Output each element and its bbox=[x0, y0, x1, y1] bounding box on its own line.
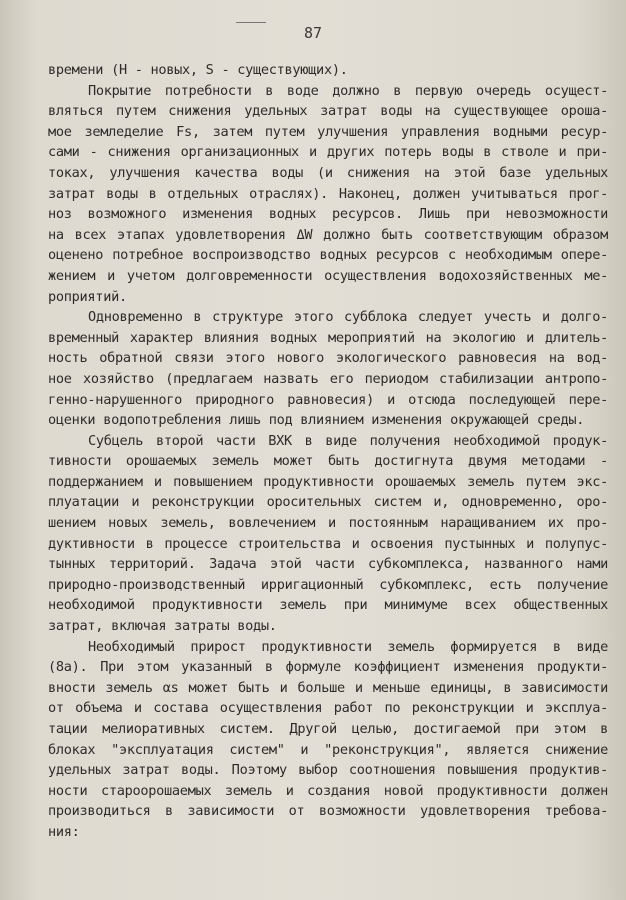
text-line: жением и учетом долговременности осуществления водохозяйственных ме- bbox=[48, 267, 608, 284]
text-line: времени (Н - новых, S - существующих). bbox=[48, 62, 348, 78]
text-line: Необходимый прирост продуктивности земель формируется в виде bbox=[88, 638, 608, 655]
body-text bbox=[48, 60, 608, 843]
text-line: ния: bbox=[48, 823, 80, 840]
text-line: затрат воды в отдельных отраслях). Наконец, должен учитываться прог- bbox=[48, 185, 608, 202]
text-line: генно-нарушенного природного равновесия) и отсюда последующей пере- bbox=[48, 391, 608, 408]
text-line: ности староорошаемых земель и создания новой продуктивности должен bbox=[48, 782, 608, 799]
text-line: тынных территорий. Задача этой части субкомплекса, названного нами bbox=[48, 556, 608, 573]
text-line: Покрытие потребности в воде должно в первую очередь осущест- bbox=[88, 82, 608, 99]
text-line: Субцель второй части ВХК в виде получения необходимой продук- bbox=[88, 432, 608, 449]
text-line: оценено потребное воспроизводство водных ресурсов с необходимым опере- bbox=[48, 247, 608, 264]
text-line: на всех этапах удовлетворения ΔW должно быть соответствующим образом bbox=[48, 226, 608, 243]
text-line: затрат, включая затраты воды. bbox=[48, 618, 277, 635]
text-line: временный характер влияния водных мероприятий на экологию и длитель- bbox=[48, 329, 608, 346]
text-line: Одновременно в структуре этого субблока следует учесть и долго- bbox=[88, 309, 608, 326]
text-line: шением новых земель, вовлечением и постоянным наращиванием их про- bbox=[48, 515, 608, 532]
text-line: оценки водопотребления лишь под влиянием изменения окружающей среды. bbox=[48, 412, 585, 429]
top-rule bbox=[236, 22, 266, 23]
text-line: ноз возможного изменения водных ресурсов. Лишь при невозможности bbox=[48, 206, 608, 223]
text-line: (8а). При этом указанный в формуле коэффициент изменения продукти- bbox=[48, 659, 608, 676]
text-line: сами - снижения организационных и других потерь воды в стволе и при- bbox=[48, 144, 608, 161]
page-number: 87 bbox=[303, 24, 323, 42]
text-line: природно-производственный ирригационный субкомплекс, есть получение bbox=[48, 576, 608, 593]
text-line: плуатации и реконструкции оросительных систем и, одновременно, оро- bbox=[48, 494, 608, 511]
text-line: мое земледелие Fs, затем путем улучшения управления водными ресур- bbox=[48, 123, 608, 140]
text-line: ность обратной связи этого нового экологического равновесия на вод- bbox=[48, 350, 608, 367]
text-line: вляться путем снижения удельных затрат воды на существующее ороша- bbox=[48, 103, 608, 120]
text-line: токах, улучшения качества воды (и снижения на этой базе удельных bbox=[48, 164, 608, 181]
text-line: необходимой продуктивности земель при минимуме всех общественных bbox=[48, 597, 608, 614]
text-line: тации мелиоративных систем. Другой целью, достигаемой при этом в bbox=[48, 721, 608, 737]
text-line: дуктивности в процессе строительства и освоения пустынных и полупус- bbox=[48, 535, 608, 552]
text-line: тивности орошаемых земель может быть достигнута двумя методами - bbox=[48, 453, 608, 470]
text-line: производиться в зависимости от возможности удовлетворения требова- bbox=[48, 803, 608, 820]
text-line: вности земель αs может быть и больше и меньше единицы, в зависимости bbox=[48, 679, 608, 696]
text-line: поддержанием и повышением продуктивности орошаемых земель путем экс- bbox=[48, 473, 608, 490]
text-line: удельных затрат воды. Поэтому выбор соотношения повышения продуктив- bbox=[48, 762, 608, 779]
text-line: от объема и состава осуществления работ по реконструкции и эксплуа- bbox=[48, 700, 608, 717]
text-line: роприятий. bbox=[48, 288, 127, 305]
text-line: ное хозяйство (предлагаем назвать его периодом стабилизации антропо- bbox=[48, 370, 608, 387]
text-line: блоках "эксплуатация систем" и "реконструкция", является снижение bbox=[48, 741, 608, 758]
